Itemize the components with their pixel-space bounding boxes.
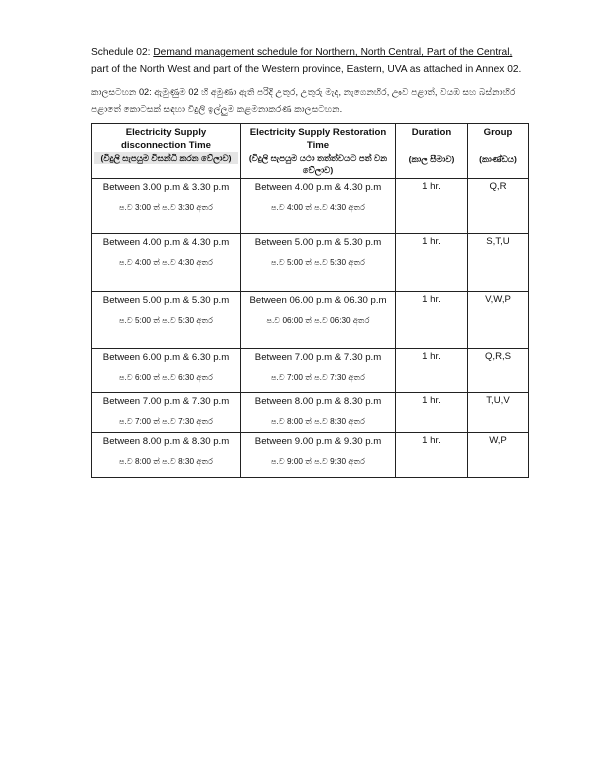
- disconnect-time-en: Between 5.00 p.m & 5.30 p.m: [102, 295, 230, 306]
- table-row: [92, 179, 529, 234]
- disconnect-cell: [92, 234, 241, 292]
- schedule-heading-underlined: Demand management schedule for Northern, North Central, Part of the Central,: [153, 47, 513, 58]
- header-label-si: (කාණ්ඩය): [479, 154, 517, 164]
- duration-cell: 1 hr.: [396, 349, 468, 393]
- restore-time-en: Between 9.00 p.m & 9.30 p.m: [254, 436, 382, 447]
- header-restoration-time: [241, 124, 396, 179]
- group-cell: S,T,U: [468, 234, 529, 292]
- header-label-si: (විදුලි සැපයුම යථා තත්ත්වයට පත් වන වේලාව): [248, 153, 388, 175]
- group-cell: W,P: [468, 433, 529, 478]
- disconnect-time-si: ප.ව 7:00 ත් ප.ව 7:30 අතර: [119, 417, 213, 426]
- sinhala-schedule-heading: කාලසටහන 02: ඇමුණුම 02 හි අමුණා ඇති පරිදි උතුර, උතුරු මැද, නැගෙනහිර, ඌව පළාත්, වයඹ සහ බස්නාහිර පළාතේ කොටසක් සඳහා විදුලි ඉල්ලුම කළමනාකරණ කාලසටහන.: [91, 87, 516, 114]
- disconnect-time-si: ප.ව 3:00 ත් ප.ව 3:30 අතර: [119, 203, 213, 212]
- header-label-en: Group: [483, 127, 513, 138]
- table-body: [92, 179, 529, 478]
- header-disconnection-time: [92, 124, 241, 179]
- group-cell: V,W,P: [468, 292, 529, 349]
- table-row: [92, 234, 529, 292]
- header-label-si: (කාල සීමාව): [408, 154, 455, 164]
- restore-time-en: Between 06.00 p.m & 06.30 p.m: [249, 295, 387, 306]
- disconnect-time-si: ප.ව 8:00 ත් ප.ව 8:30 අතර: [119, 457, 213, 466]
- disconnect-time-si: ප.ව 6:00 ත් ප.ව 6:30 අතර: [119, 373, 213, 382]
- header-label-si: (විදුලි සැපයුම විසන්ධි කරන වේලාව): [94, 152, 238, 164]
- restore-cell: [241, 292, 396, 349]
- restore-time-en: Between 4.00 p.m & 4.30 p.m: [254, 182, 382, 193]
- restore-time-si: ප.ව 5:00 ත් ප.ව 5:30 අතර: [271, 258, 365, 267]
- restore-time-si: ප.ව 9:00 ත් ප.ව 9:30 අතර: [271, 457, 365, 466]
- header-group: [468, 124, 529, 179]
- disconnect-cell: [92, 292, 241, 349]
- duration-cell: 1 hr.: [396, 234, 468, 292]
- schedule-heading-prefix: Schedule 02:: [91, 47, 154, 58]
- table-row: [92, 393, 529, 433]
- header-label-en: Electricity Supply Restoration Time: [249, 127, 387, 151]
- disconnect-time-en: Between 3.00 p.m & 3.30 p.m: [102, 182, 230, 193]
- duration-cell: 1 hr.: [396, 433, 468, 478]
- restore-time-si: ප.ව 4:00 ත් ප.ව 4:30 අතර: [271, 203, 365, 212]
- disconnect-time-si: ප.ව 4:00 ත් ප.ව 4:30 අතර: [119, 258, 213, 267]
- table-row: [92, 292, 529, 349]
- disconnect-time-en: Between 6.00 p.m & 6.30 p.m: [102, 352, 230, 363]
- restore-cell: [241, 234, 396, 292]
- header-label-en: Duration: [411, 127, 452, 138]
- group-cell: T,U,V: [468, 393, 529, 433]
- group-cell: Q,R,S: [468, 349, 529, 393]
- duration-cell: 1 hr.: [396, 292, 468, 349]
- demand-schedule-table: [91, 123, 529, 478]
- duration-cell: 1 hr.: [396, 179, 468, 234]
- disconnect-time-en: Between 4.00 p.m & 4.30 p.m: [102, 237, 230, 248]
- restore-cell: [241, 349, 396, 393]
- disconnect-cell: [92, 433, 241, 478]
- table-header: [92, 124, 529, 179]
- disconnect-cell: [92, 393, 241, 433]
- restore-time-en: Between 8.00 p.m & 8.30 p.m: [254, 396, 382, 407]
- duration-cell: 1 hr.: [396, 393, 468, 433]
- disconnect-time-en: Between 8.00 p.m & 8.30 p.m: [102, 436, 230, 447]
- group-cell: Q,R: [468, 179, 529, 234]
- disconnect-time-si: ප.ව 5:00 ත් ප.ව 5:30 අතර: [119, 316, 213, 325]
- restore-time-en: Between 7.00 p.m & 7.30 p.m: [254, 352, 382, 363]
- table-row: [92, 433, 529, 478]
- table-row: [92, 349, 529, 393]
- disconnect-cell: [92, 179, 241, 234]
- restore-time-si: ප.ව 8:00 ත් ප.ව 8:30 අතර: [271, 417, 365, 426]
- restore-time-en: Between 5.00 p.m & 5.30 p.m: [254, 237, 382, 248]
- header-label-en: Electricity Supply disconnection Time: [121, 127, 211, 151]
- schedule-heading: [91, 44, 531, 78]
- restore-time-si: ප.ව 7:00 ත් ප.ව 7:30 අතර: [271, 373, 365, 382]
- header-duration: [396, 124, 468, 179]
- restore-cell: [241, 433, 396, 478]
- disconnect-time-en: Between 7.00 p.m & 7.30 p.m: [102, 396, 230, 407]
- restore-cell: [241, 393, 396, 433]
- schedule-heading-rest: part of the North West and part of the Western province, Eastern, UVA as attached in Annex 02.: [91, 64, 522, 75]
- restore-cell: [241, 179, 396, 234]
- restore-time-si: ප.ව 06:00 ත් ප.ව 06:30 අතර: [266, 316, 370, 325]
- disconnect-cell: [92, 349, 241, 393]
